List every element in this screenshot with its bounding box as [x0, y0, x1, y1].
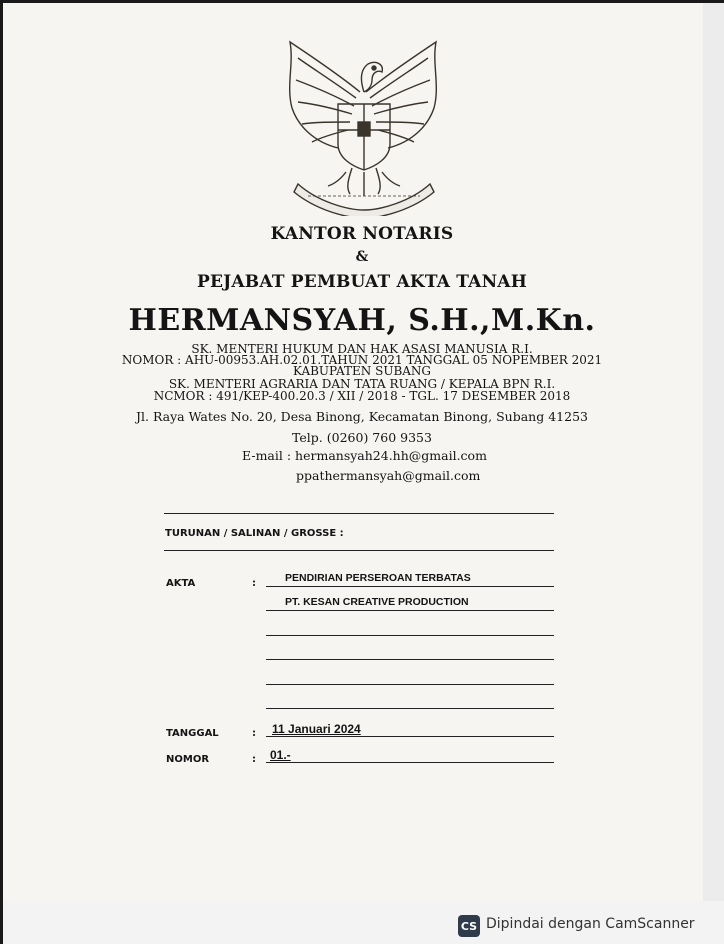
- nomor-label: NOMOR: [166, 754, 210, 765]
- akta-line-1: [266, 586, 554, 587]
- phone: Telp. (0260) 760 9353: [292, 430, 432, 445]
- camscanner-logo-icon: CS: [458, 915, 480, 937]
- notary-name: HERMANSYAH, S.H.,M.Kn.: [128, 303, 596, 338]
- akta-value-line-1: PENDIRIAN PERSEROAN TERBATAS: [285, 572, 471, 584]
- credential-line-1: SK. MENTERI HUKUM DAN HAK ASASI MANUSIA R.I.: [191, 342, 533, 356]
- email-primary: E-mail : hermansyah24.hh@gmail.com: [242, 448, 487, 463]
- tanggal-colon: :: [252, 726, 257, 739]
- tanggal-value: 11 Januari 2024: [272, 722, 361, 736]
- copy-type-label: TURUNAN / SALINAN / GROSSE :: [165, 528, 344, 539]
- credential-line-2: NOMOR : AHU-00953.AH.02.01.TAHUN 2021 TANGGAL 05 NOPEMBER 2021: [121, 353, 603, 367]
- credential-line-5: NCMOR : 491/KEP-400.20.3 / XII / 2018 - TGL. 17 DESEMBER 2018: [153, 389, 571, 403]
- nomor-line: [266, 762, 554, 763]
- divider-top: [164, 513, 554, 514]
- akta-line-2: [266, 610, 554, 611]
- akta-colon: :: [252, 576, 257, 589]
- nomor-colon: :: [252, 752, 257, 765]
- credential-line-4: SK. MENTERI AGRARIA DAN TATA RUANG / KEPALA BPN R.I.: [168, 377, 556, 391]
- email-secondary: ppathermansyah@gmail.com: [296, 468, 481, 483]
- divider-bottom: [164, 550, 554, 551]
- akta-line-4: [266, 659, 554, 660]
- akta-line-5: [266, 684, 554, 685]
- garuda-emblem-icon: [268, 34, 458, 216]
- akta-line-6: [266, 708, 554, 709]
- akta-label: AKTA: [166, 578, 196, 589]
- akta-line-3: [266, 635, 554, 636]
- credential-line-3: KABUPATEN SUBANG: [292, 364, 432, 378]
- akta-value-line-2: PT. KESAN CREATIVE PRODUCTION: [285, 596, 469, 608]
- office-subtitle: PEJABAT PEMBUAT AKTA TANAH: [197, 272, 527, 292]
- address: Jl. Raya Wates No. 20, Desa Binong, Kecamatan Binong, Subang 41253: [136, 409, 588, 424]
- ampersand: &: [355, 249, 369, 265]
- camscanner-watermark: Dipindai dengan CamScanner: [486, 916, 695, 932]
- margin-strip: [703, 3, 724, 901]
- tanggal-label: TANGGAL: [166, 728, 219, 739]
- office-title: KANTOR NOTARIS: [270, 224, 454, 244]
- nomor-value: 01.-: [270, 748, 291, 762]
- tanggal-line: [266, 736, 554, 737]
